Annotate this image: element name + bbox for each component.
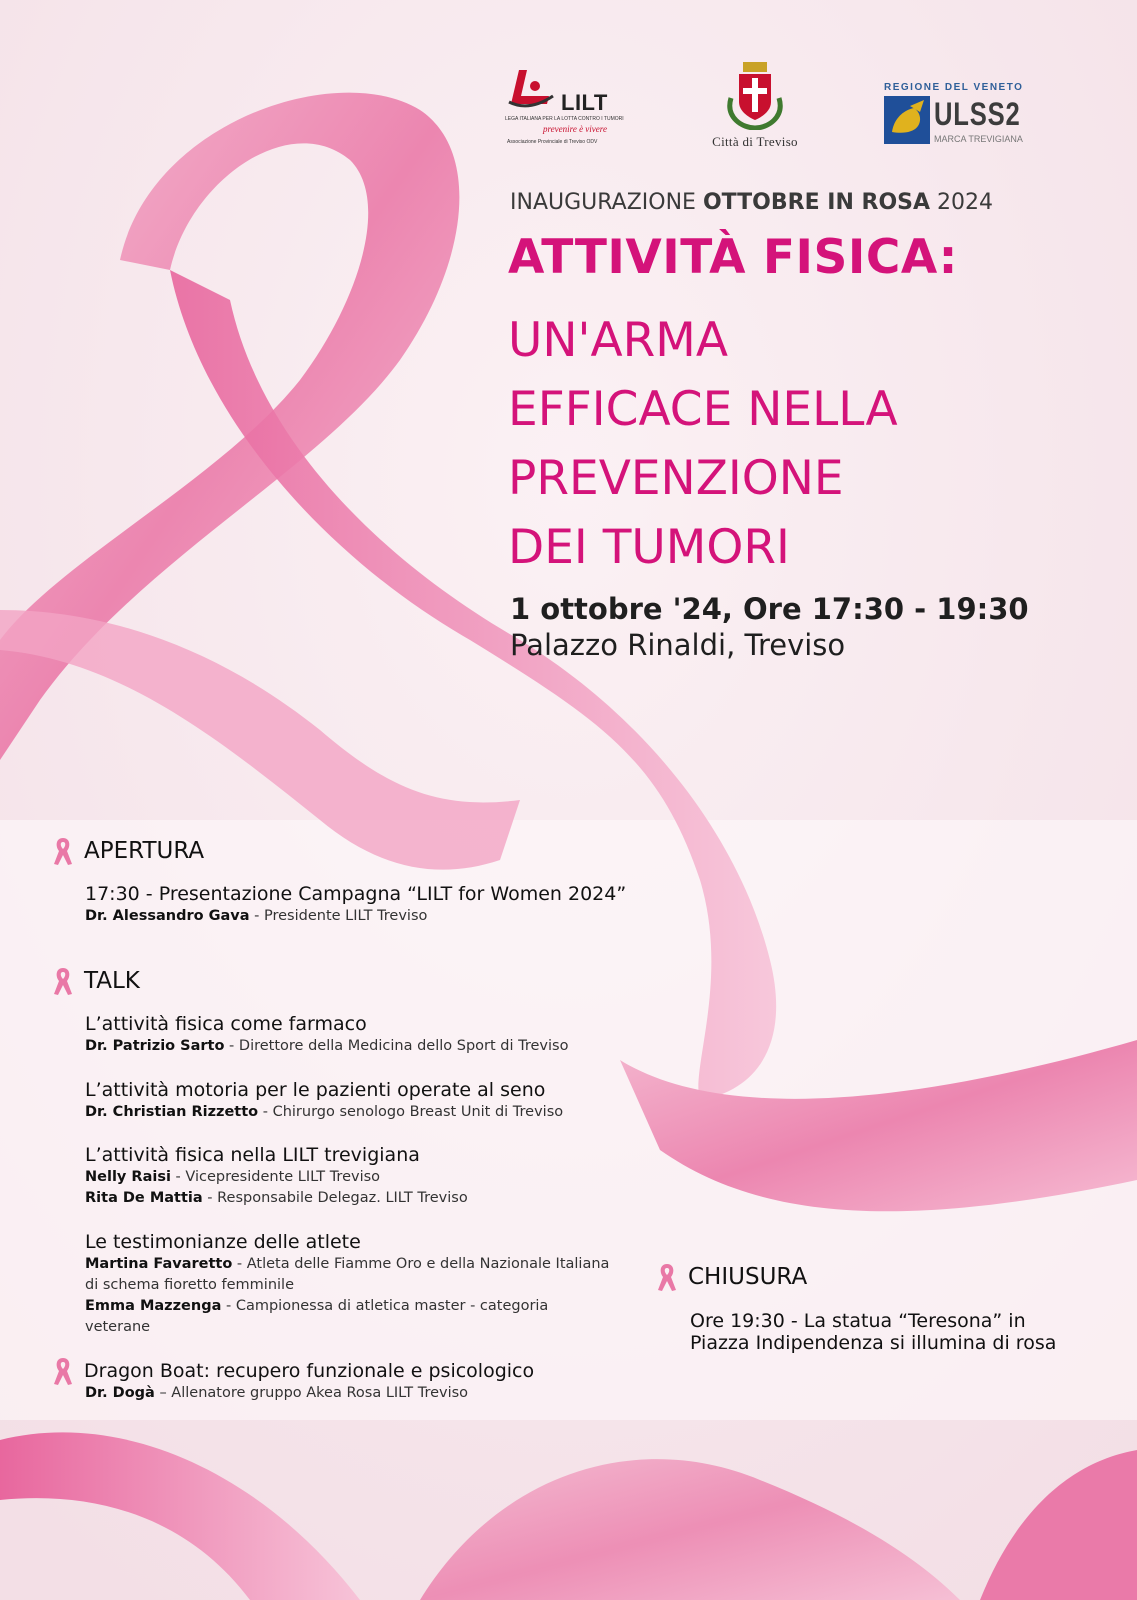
program-item	[85, 1144, 645, 1209]
subtitle-line: DEI TUMORI	[508, 520, 790, 575]
inauguration-prefix: INAUGURAZIONE	[510, 190, 696, 215]
speaker-name: Dr. Alessandro Gava	[85, 908, 250, 924]
item-title: L’attività fisica come farmaco	[85, 1013, 367, 1035]
subtitle-line: UN'ARMA	[508, 313, 728, 368]
item-title: Dragon Boat: recupero funzionale e psicologico	[84, 1360, 535, 1382]
page-title: ATTIVITÀ FISICA:	[508, 230, 958, 285]
pink-ribbon-icon	[52, 966, 74, 996]
speaker-role: - Direttore della Medicina dello Sport di Treviso	[224, 1038, 569, 1054]
program-item	[85, 1231, 615, 1338]
ulss-region: REGIONE DEL VENETO	[884, 82, 1024, 93]
speaker-name: Dr. Dogà	[85, 1385, 155, 1401]
lilt-logo	[505, 66, 645, 152]
lilt-figure-icon	[505, 66, 557, 112]
speaker-name: Dr. Christian Rizzetto	[85, 1104, 259, 1120]
treviso-name: Città di Treviso	[712, 134, 798, 149]
speaker-role: - Vicepresidente LILT Treviso	[170, 1169, 381, 1185]
program-item	[85, 1383, 645, 1404]
inauguration-event: OTTOBRE IN ROSA	[702, 190, 931, 215]
ulss-name: ULSS2	[934, 96, 1021, 132]
section-heading: TALK	[84, 968, 140, 994]
closing-text: Ore 19:30 - La statua “Teresona” in Piazza Indipendenza si illumina di rosa	[690, 1310, 1057, 1354]
speaker-name: Martina Favaretto	[85, 1256, 233, 1272]
section-chiusura	[656, 1262, 807, 1292]
section-heading: APERTURA	[84, 838, 205, 864]
lilt-wordmark: LILT	[561, 90, 608, 115]
event-date: 1 ottobre '24, Ore 17:30 - 19:30	[510, 592, 1029, 626]
item-title: L’attività fisica nella LILT trevigiana	[85, 1144, 420, 1166]
speaker-role: – Allenatore gruppo Akea Rosa LILT Treviso	[154, 1385, 469, 1401]
event-place: Palazzo Rinaldi, Treviso	[510, 628, 846, 662]
program-item	[85, 1013, 645, 1057]
item-title: Le testimonianze delle atlete	[85, 1231, 361, 1253]
veneto-lion-icon	[884, 96, 930, 144]
speaker-name: Emma Mazzenga	[85, 1298, 222, 1314]
item-title: 17:30 - Presentazione Campagna “LILT for Women 2024”	[85, 883, 627, 905]
speaker-name: Nelly Raisi	[85, 1169, 171, 1185]
inauguration-year: 2024	[937, 190, 994, 215]
page-subtitle	[508, 306, 1108, 582]
treviso-crest-icon	[723, 58, 787, 130]
ulss-subtitle: MARCA TREVIGIANA	[934, 134, 1023, 144]
speaker-role: - Atleta delle Fiamme Oro e della Nazionale Italiana di schema fioretto femminile	[85, 1256, 610, 1293]
treviso-logo	[690, 58, 820, 154]
speaker-role: - Presidente LILT Treviso	[249, 908, 428, 924]
speaker-role: - Campionessa di atletica master - categoria veterane	[85, 1298, 549, 1335]
ulss-logo	[878, 80, 1038, 150]
speaker-role: - Responsabile Delegaz. LILT Treviso	[202, 1190, 468, 1206]
inauguration-line	[510, 190, 993, 215]
section-apertura	[52, 836, 204, 866]
subtitle-line: EFFICACE NELLA	[508, 382, 898, 437]
pink-ribbon-icon	[656, 1262, 678, 1292]
section-dragon-boat	[52, 1356, 534, 1386]
item-title: L’attività motoria per le pazienti operate al seno	[85, 1079, 546, 1101]
speaker-name: Dr. Patrizio Sarto	[85, 1038, 225, 1054]
program-item	[85, 1079, 645, 1123]
speaker-name: Rita De Mattia	[85, 1190, 203, 1206]
subtitle-line: PREVENZIONE	[508, 451, 844, 506]
program-item	[85, 883, 645, 927]
lilt-motto: prevenire è vivere	[543, 124, 607, 134]
lilt-tagline: LEGA ITALIANA PER LA LOTTA CONTRO I TUMORI	[505, 116, 624, 122]
pink-ribbon-icon	[52, 836, 74, 866]
lilt-association: Associazione Provinciale di Treviso ODV	[507, 139, 598, 145]
speaker-role: - Chirurgo senologo Breast Unit di Treviso	[258, 1104, 564, 1120]
pink-ribbon-icon	[52, 1356, 74, 1386]
section-heading: CHIUSURA	[688, 1264, 808, 1290]
section-talk	[52, 966, 140, 996]
